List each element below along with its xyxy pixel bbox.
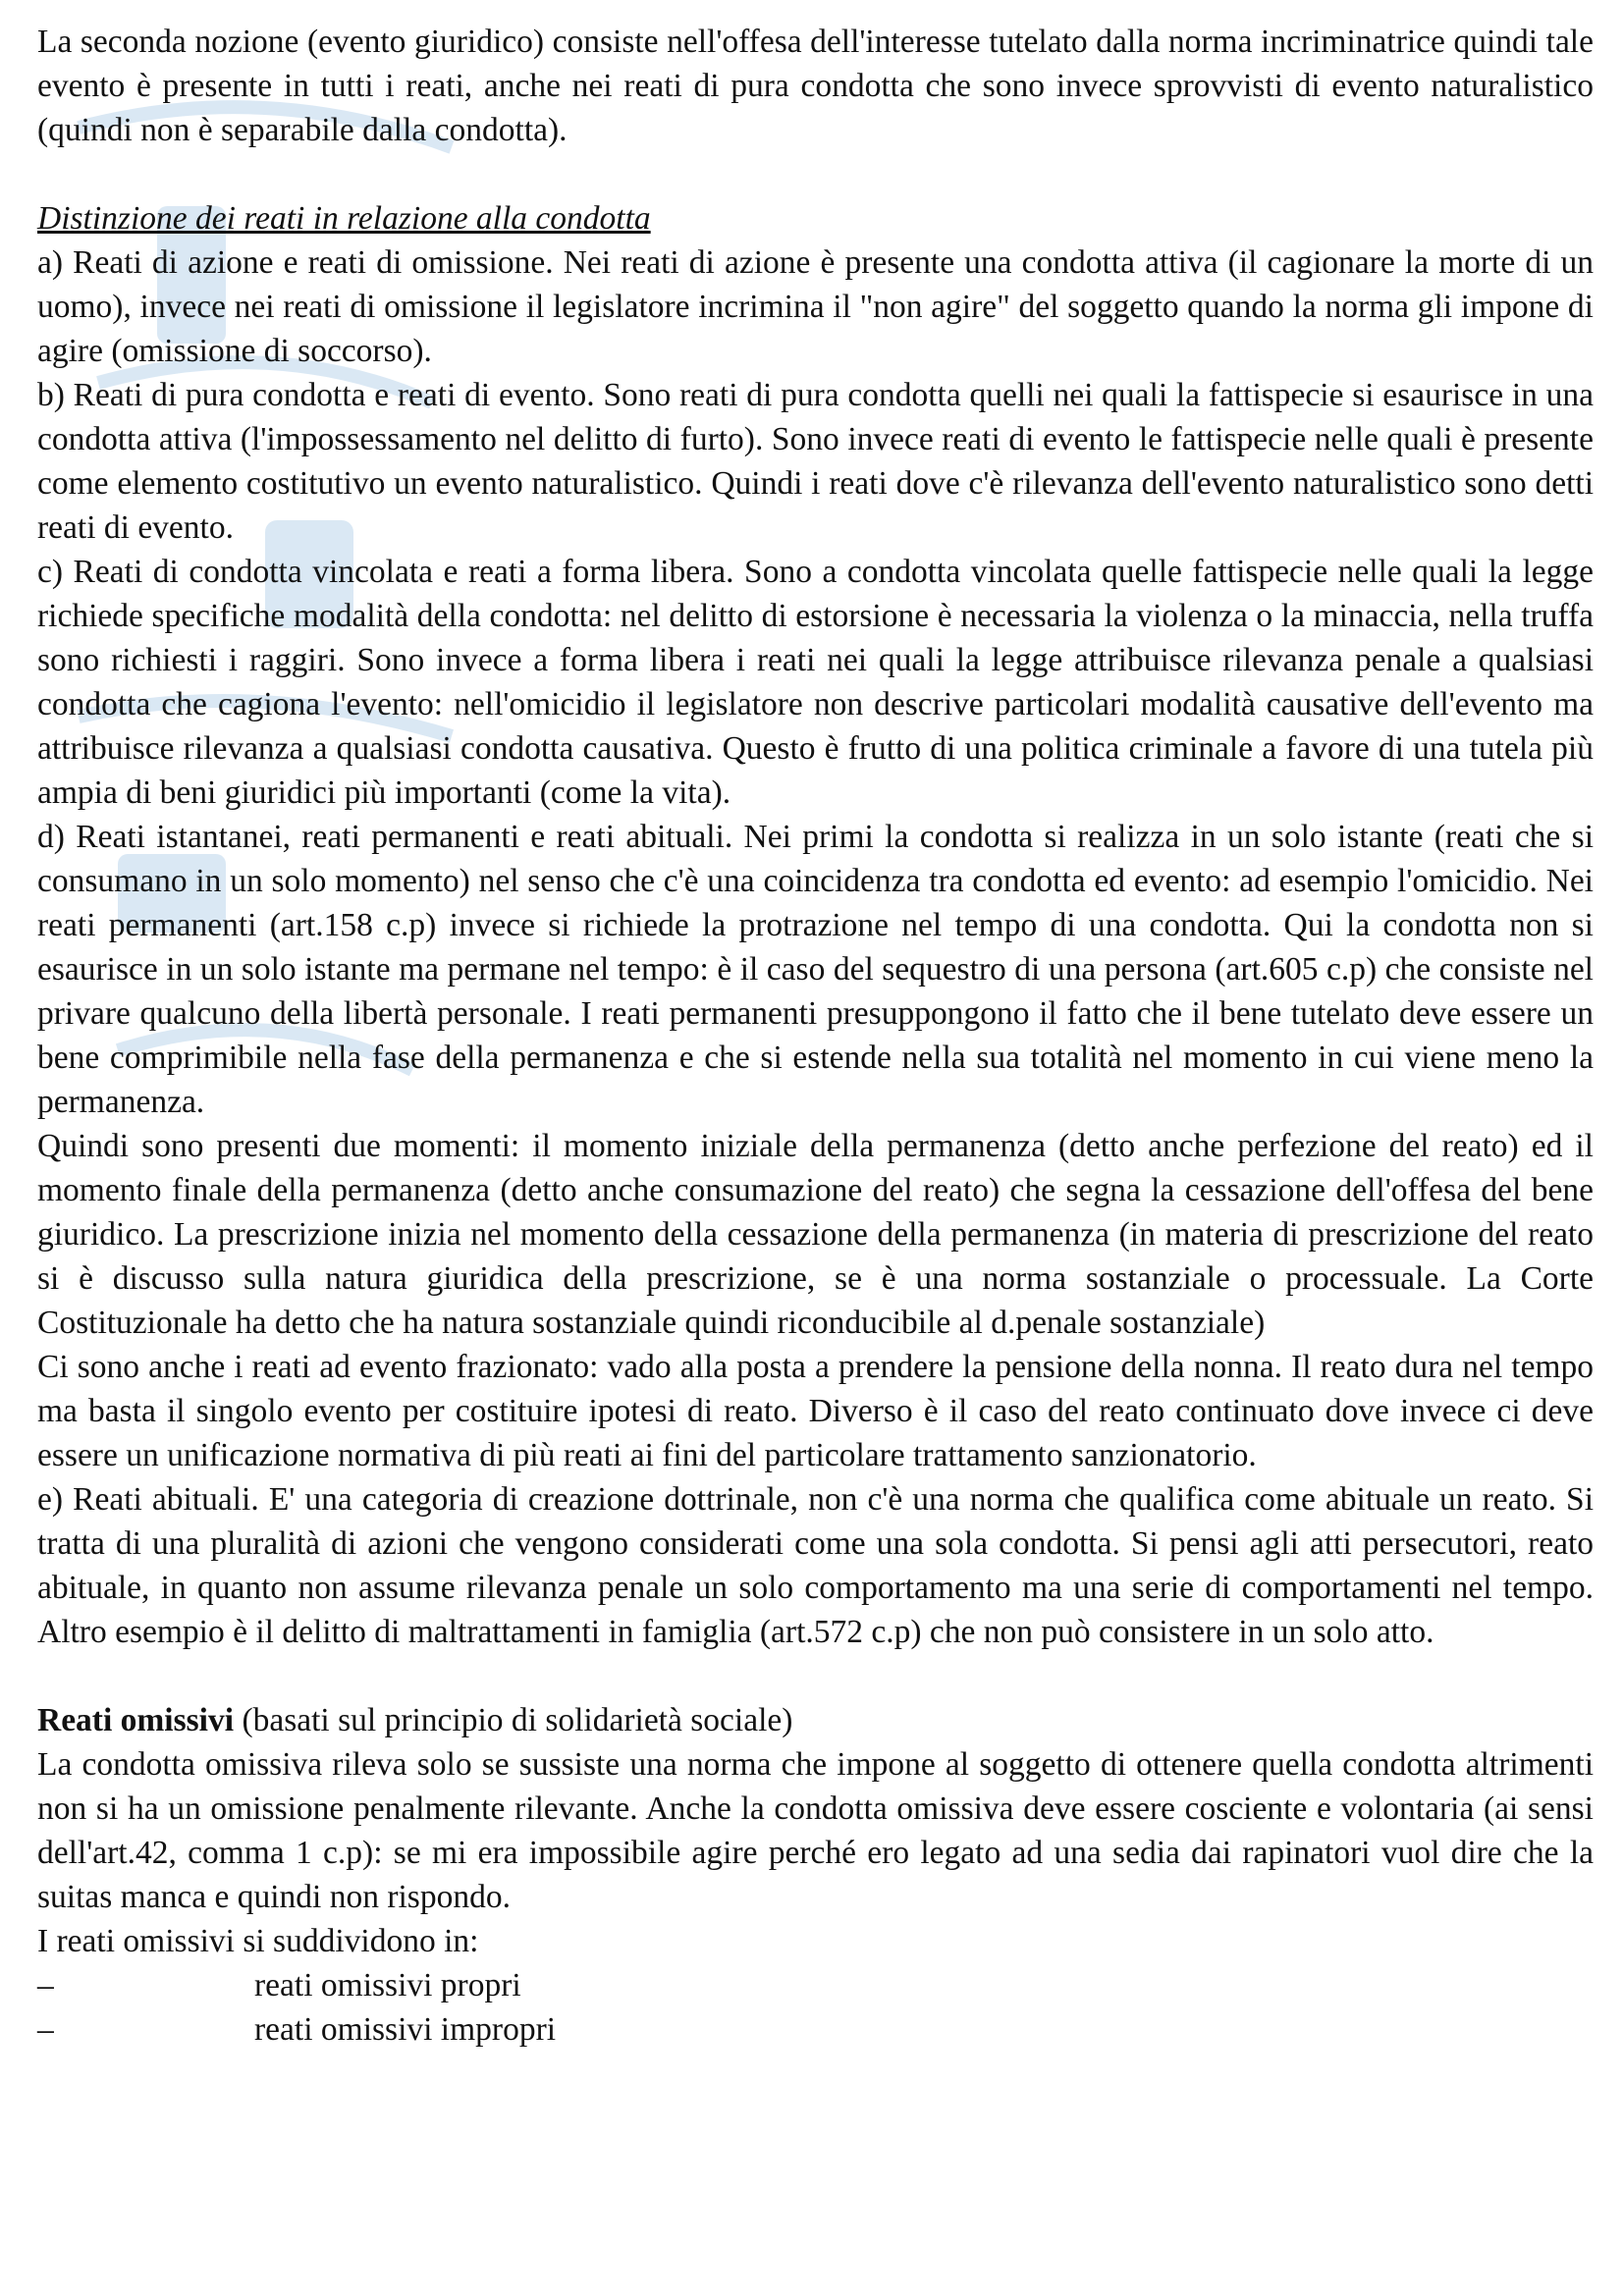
paragraph-evento-frazionato: Ci sono anche i reati ad evento frazionato: vado alla posta a prendere la pensione della nonna. Il reato dura nel tempo ma basta il singolo evento per costituire ipotesi di reato. Diverso è il caso del reato continuato dove invece ci deve essere un unificazione normativa di più reati ai fini del particolare trattamento sanzionatorio. xyxy=(37,1349,1594,1473)
list-bullet: – xyxy=(37,1967,54,2003)
paragraph-c: c) Reati di condotta vincolata e reati a forma libera. Sono a condotta vincolata quelle fattispecie nelle quali la legge richiede specifiche modalità della condotta: nel delitto di estorsione è necessaria la violenza o la minaccia, nella truffa sono richiesti i raggiri. Sono invece a forma libera i reati nei quali la legge attribuisce rilevanza penale a qualsiasi condotta che cagiona l'evento: nell'omicidio il legislatore non descrive particolari modalità causative dell'evento ma attribuisce rilevanza a qualsiasi condotta causativa. Questo è frutto di una politica criminale a favore di una tutela più ampia di beni giuridici più importanti (come la vita). xyxy=(37,554,1594,811)
paragraph-b: b) Reati di pura condotta e reati di evento. Sono reati di pura condotta quelli nei quali la fattispecie si esaurisce in una condotta attiva (l'impossessamento nel delitto di furto). Sono invece reati di evento le fattispecie nelle quali è presente come elemento costitutivo un evento naturalistico. Quindi i reati dove c'è rilevanza dell'evento naturalistico sono detti reati di evento. xyxy=(37,377,1594,546)
paragraph-a: a) Reati di azione e reati di omissione. Nei reati di azione è presente una condotta attiva (il cagionare la morte di un uomo), invece nei reati di omissione il legislatore incrimina il "non agire" del soggetto quando la norma gli impone di agire (omissione di soccorso). xyxy=(37,244,1594,369)
paragraph-condotta-omissiva: La condotta omissiva rileva solo se sussiste una norma che impone al soggetto di ottenere quella condotta altrimenti non si ha un omissione penalmente rilevante. Anche la condotta omissiva deve essere cosciente e volontaria (ai sensi dell'art.42, comma 1 c.p): se mi era impossibile agire perché ero legato ad una sedia dai rapinatori vuol dire che la suitas manca e quindi non rispondo. xyxy=(37,1746,1594,1915)
paragraph-suddivisione: I reati omissivi si suddividono in: xyxy=(37,1923,479,1959)
heading-omissivi-bold: Reati omissivi xyxy=(37,1702,235,1738)
paragraph-d: d) Reati istantanei, reati permanenti e reati abituali. Nei primi la condotta si realizza in un solo istante (reati che si consumano in un solo momento) nel senso che c'è una coincidenza tra condotta ed evento: ad esempio l'omicidio. Nei reati permanenti (art.158 c.p) invece si richiede la protrazione nel tempo di una condotta. Qui la condotta non si esaurisce in un solo istante ma permane nel tempo: è il caso del sequestro di una persona (art.605 c.p) che consiste nel privare qualcuno della libertà personale. I reati permanenti presuppongono il fatto che il bene tutelato deve essere un bene comprimibile nella fase della permanenza e che si estende nella sua totalità nel momento in cui viene meno la permanenza. xyxy=(37,819,1594,1120)
list-item-text: reati omissivi impropri xyxy=(254,2011,557,2048)
list-bullet: – xyxy=(37,2011,54,2048)
heading-omissivi-rest: (basati sul principio di solidarietà sociale) xyxy=(234,1702,793,1738)
paragraph-e: e) Reati abituali. E' una categoria di creazione dottrinale, non c'è una norma che qualifica come abituale un reato. Si tratta di una pluralità di azioni che vengono considerati come una sola condotta. Si pensi agli atti persecutori, reato abituale, in quanto non assume rilevanza penale un solo comportamento ma una serie di comportamenti nel tempo. Altro esempio è il delitto di maltrattamenti in famiglia (art.572 c.p) che non può consistere in un solo atto. xyxy=(37,1481,1594,1650)
list-item xyxy=(37,1963,1594,2007)
paragraph-evento-giuridico: La seconda nozione (evento giuridico) consiste nell'offesa dell'interesse tutelato dalla norma incriminatrice quindi tale evento è presente in tutti i reati, anche nei reati di pura condotta che sono invece sprovvisti di evento naturalistico (quindi non è separabile dalla condotta). xyxy=(37,24,1594,148)
section-heading-condotta: Distinzione dei reati in relazione alla condotta xyxy=(37,200,651,237)
section-heading-omissivi xyxy=(37,1698,1594,1742)
list-item-text: reati omissivi propri xyxy=(254,1967,521,2003)
document-page xyxy=(37,20,1594,2052)
list-item xyxy=(37,2007,1594,2052)
paragraph-quindi: Quindi sono presenti due momenti: il momento iniziale della permanenza (detto anche perfezione del reato) ed il momento finale della permanenza (detto anche consumazione del reato) che segna la cessazione dell'offesa del bene giuridico. La prescrizione inizia nel momento della cessazione della permanenza (in materia di prescrizione del reato si è discusso sulla natura giuridica della prescrizione, se è una norma sostanziale o processuale. La Corte Costituzionale ha detto che ha natura sostanziale quindi riconducibile al d.penale sostanziale) xyxy=(37,1128,1594,1341)
